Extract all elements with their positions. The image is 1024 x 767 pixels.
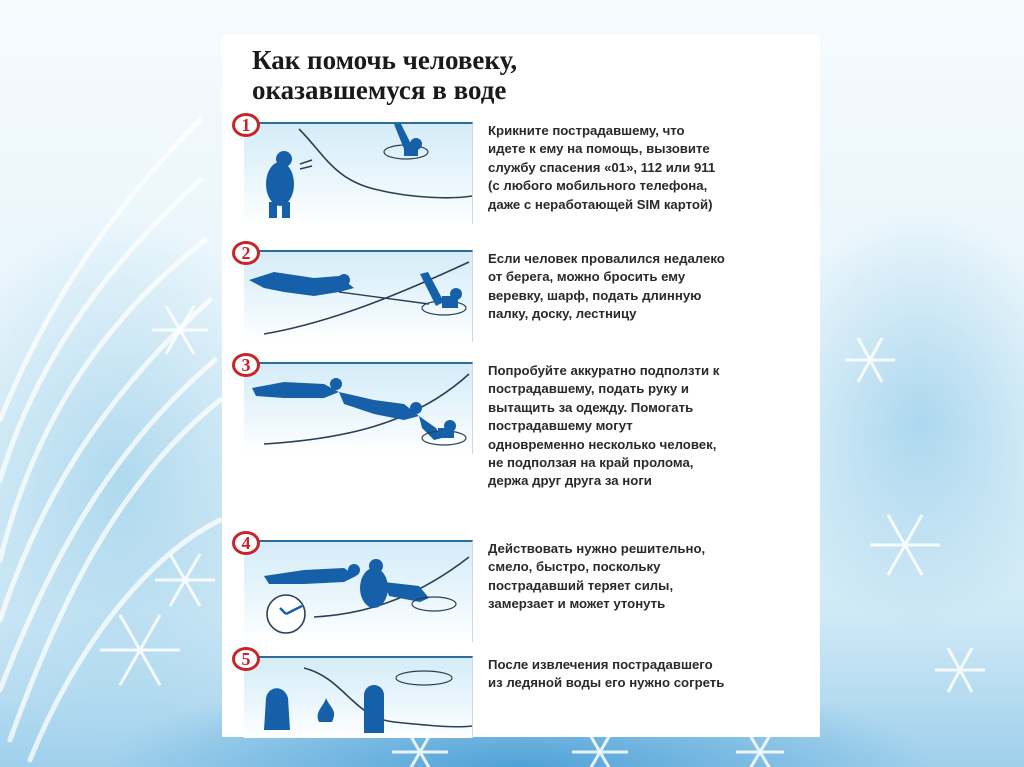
title-line-2: оказавшемуся в воде: [252, 75, 507, 105]
title-line-1: Как помочь человеку,: [252, 45, 518, 75]
step-description: Если человек провалился недалеко от берега, можно бросить ему веревку, шарф, подать длинную палку, доску, лестницу: [488, 251, 725, 322]
step-description: Попробуйте аккуратно подползти к пострадавшему, подать руку и вытащить за одежду. Помогать пострадавшему могут одновременно несколько человек, не подползая на край пролома, держа друг друга за ноги: [488, 363, 720, 489]
step-description: После извлечения пострадавшего из ледяной воды его нужно согреть: [488, 657, 725, 691]
step-description: Действовать нужно решительно, смело, быстро, поскольку пострадавший теряет силы, замерзает и может утонуть: [488, 541, 706, 612]
warming-by-fire-icon: [244, 656, 473, 738]
rescue-with-clock-icon: [244, 540, 473, 642]
throwing-rope-icon: [244, 250, 473, 342]
step-number-badge: 4: [232, 531, 260, 555]
fire-icon: [318, 698, 335, 722]
step-number-badge: 3: [232, 353, 260, 377]
human-chain-icon: [244, 362, 473, 454]
step-number-badge: 1: [232, 113, 260, 137]
step-number-badge: 2: [232, 241, 260, 265]
step-description: Крикните пострадавшему, что идете к ему на помощь, вызовите службу спасения «01», 112 или 911 (с любого мобильного телефона, даже с неработающей SIM картой): [488, 123, 716, 212]
shouting-person-and-drowning-person-icon: [244, 122, 473, 224]
clock-icon: [267, 595, 305, 633]
step-number-badge: 5: [232, 647, 260, 671]
poster-title: [252, 45, 517, 105]
safety-poster: [222, 35, 820, 737]
